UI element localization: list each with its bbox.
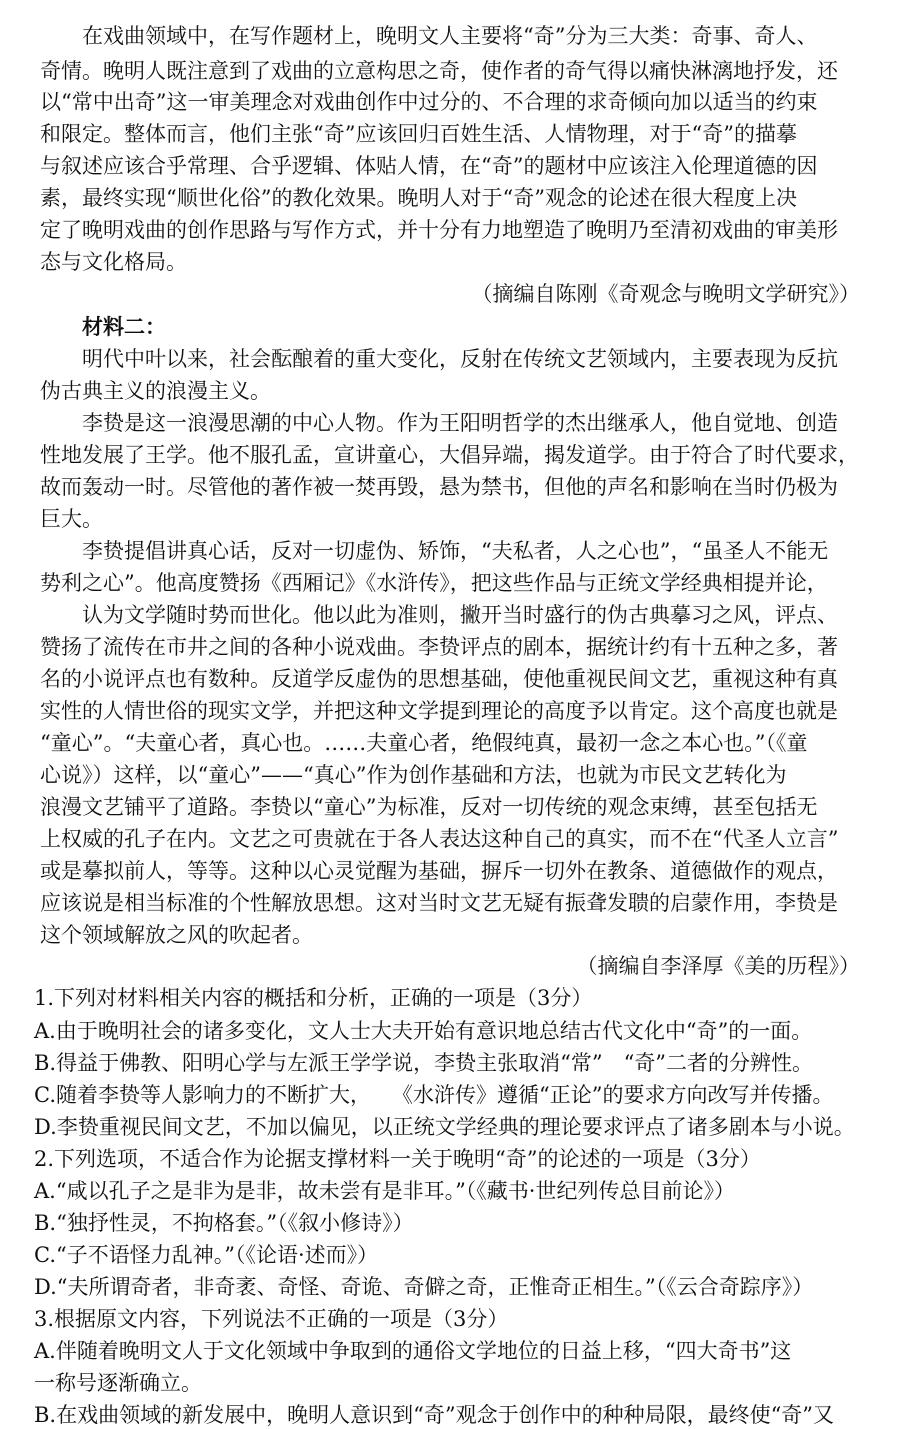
text-line: 伪古典主义的浪漫主义。 xyxy=(40,379,271,403)
text-line: 这个领域解放之风的吹起者。 xyxy=(40,923,313,947)
text-line: “童心”。“夫童心者，真心也。……夫童心者，绝假纯真，最初一念之本心也。”（《童 xyxy=(40,731,808,755)
text-line: 奇情。晚明人既注意到了戏曲的立意构思之奇，使作者的奇气得以痛快淋漓地抒发，还 xyxy=(40,59,838,83)
text-line: 实性的人情世俗的现实文学，并把这种文学提到理论的高度予以肯定。这个高度也就是 xyxy=(40,699,838,723)
text-line: 定了晚明戏曲的创作思路与写作方式，并十分有力地塑造了晚明乃至清初戏曲的审美形 xyxy=(40,218,838,242)
source-citation: （摘编自陈刚《奇观念与晚明文学研究》） xyxy=(471,282,860,306)
source-citation: （摘编自李泽厚《美的历程》） xyxy=(576,954,860,978)
text-line: 心说》）这样，以“童心”——“真心”作为创作基础和方法，也就为市民文艺转化为 xyxy=(40,763,787,787)
answer-option-continued: 一称号逐渐确立。 xyxy=(34,1371,202,1395)
text-line: 李贽提倡讲真心话，反对一切虚伪、矫饰，“夫私者，人之心也”，“虽圣人不能无 xyxy=(82,539,829,563)
text-line: 上权威的孔子在内。文艺之可贵就在于各人表达这种自己的真实，而不在“代圣人立言” xyxy=(40,827,839,851)
text-line: 李贽是这一浪漫思潮的中心人物。作为王阳明哲学的杰出继承人，他自觉地、创造 xyxy=(82,411,838,435)
text-line: 巨大。 xyxy=(40,507,103,531)
text-line: 名的小说评点也有数种。反道学反虚伪的思想基础，使他重视民间文艺，重视这种有真 xyxy=(40,667,838,691)
section-heading: 材料二： xyxy=(82,314,166,339)
answer-option: D.李贽重视民间文艺，不加以偏见，以正统文学经典的理论要求评点了诸多剧本与小说。 xyxy=(34,1115,855,1139)
text-line: 明代中叶以来，社会酝酿着的重大变化，反射在传统文艺领域内，主要表现为反抗 xyxy=(82,347,838,371)
answer-option: B.“独抒性灵，不拘格套。”（《叙小修诗》） xyxy=(34,1211,414,1235)
answer-option: B.得益于佛教、阳明心学与左派王学学说，李贽主张取消“常” “奇”二者的分辨性。 xyxy=(34,1051,814,1075)
question-stem: 2.下列选项，不适合作为论据支撑材料一关于晚明“奇”的论述的一项是（3分） xyxy=(34,1147,761,1171)
text-line: 认为文学随时势而世化。他以此为准则，撇开当时盛行的伪古典摹习之风，评点、 xyxy=(82,603,838,627)
text-line: 性地发展了王学。他不服孔孟，宣讲童心，大倡异端，揭发道学。由于符合了时代要求， xyxy=(40,443,859,467)
question-stem: 3.根据原文内容，下列说法不正确的一项是（3分） xyxy=(34,1307,509,1331)
text-line: 故而轰动一时。尽管他的著作被一焚再毁，悬为禁书，但他的声名和影响在当时仍极为 xyxy=(40,475,838,499)
text-line: 应该说是相当标准的个性解放思想。这对当时文艺无疑有振聋发聩的启蒙作用，李贽是 xyxy=(40,891,838,915)
answer-option: A.“咸以孔子之是非为是非，故未尝有是非耳。”（《藏书·世纪列传总目前论》） xyxy=(34,1179,735,1203)
answer-option: C.随着李贽等人影响力的不断扩大， 《水浒传》遵循“正论”的要求方向改写并传播。 xyxy=(34,1083,834,1107)
answer-option: A.由于晚明社会的诸多变化，文人士大夫开始有意识地总结古代文化中“奇”的一面。 xyxy=(34,1019,813,1043)
text-line: 与叙述应该合乎常理、合乎逻辑、体贴人情，在“奇”的题材中应该注入伦理道德的因 xyxy=(40,154,818,178)
text-line: 态与文化格局。 xyxy=(40,250,187,274)
answer-option: C.“子不语怪力乱神。”（《论语·述而》） xyxy=(34,1243,379,1267)
text-line: 浪漫文艺铺平了道路。李贽以“童心”为标准，反对一切传统的观念束缚，甚至包括无 xyxy=(40,795,818,819)
text-line: 在戏曲领域中，在写作题材上，晚明文人主要将“奇”分为三大类：奇事、奇人、 xyxy=(82,24,818,48)
text-line: 素，最终实现“顺世化俗”的教化效果。晚明人对于“奇”观念的论述在很大程度上决 xyxy=(40,186,797,210)
answer-option: B.在戏曲领域的新发展中，晚明人意识到“奇”观念于创作中的种种局限，最终使“奇”又 xyxy=(34,1403,835,1427)
text-line: 以“常中出奇”这一审美理念对戏曲创作中过分的、不合理的求奇倾向加以适当的约束 xyxy=(40,90,818,114)
answer-option: A.伴随着晚明文人于文化领域中争取到的通俗文学地位的日益上移，“四大奇书”这 xyxy=(34,1339,792,1363)
text-line: 势利之心”。他高度赞扬《西厢记》《水浒传》，把这些作品与正统文学经典相提并论， xyxy=(40,571,828,595)
text-line: 赞扬了流传在市井之间的各种小说戏曲。李贽评点的剧本，据统计约有十五种之多，著 xyxy=(40,635,838,659)
answer-option: D.“夫所谓奇者，非奇袤、奇怪、奇诡、奇僻之奇，正惟奇正相生。”（《云合奇踪序》） xyxy=(34,1275,814,1299)
question-stem: 1.下列对材料相关内容的概括和分析，正确的一项是（3分） xyxy=(34,986,593,1010)
text-line: 和限定。整体而言，他们主张“奇”应该回归百姓生活、人情物理，对于“奇”的描摹 xyxy=(40,122,797,146)
text-line: 或是摹拟前人，等等。这种以心灵觉醒为基础，摒斥一切外在教条、道德做作的观点， xyxy=(40,859,838,883)
